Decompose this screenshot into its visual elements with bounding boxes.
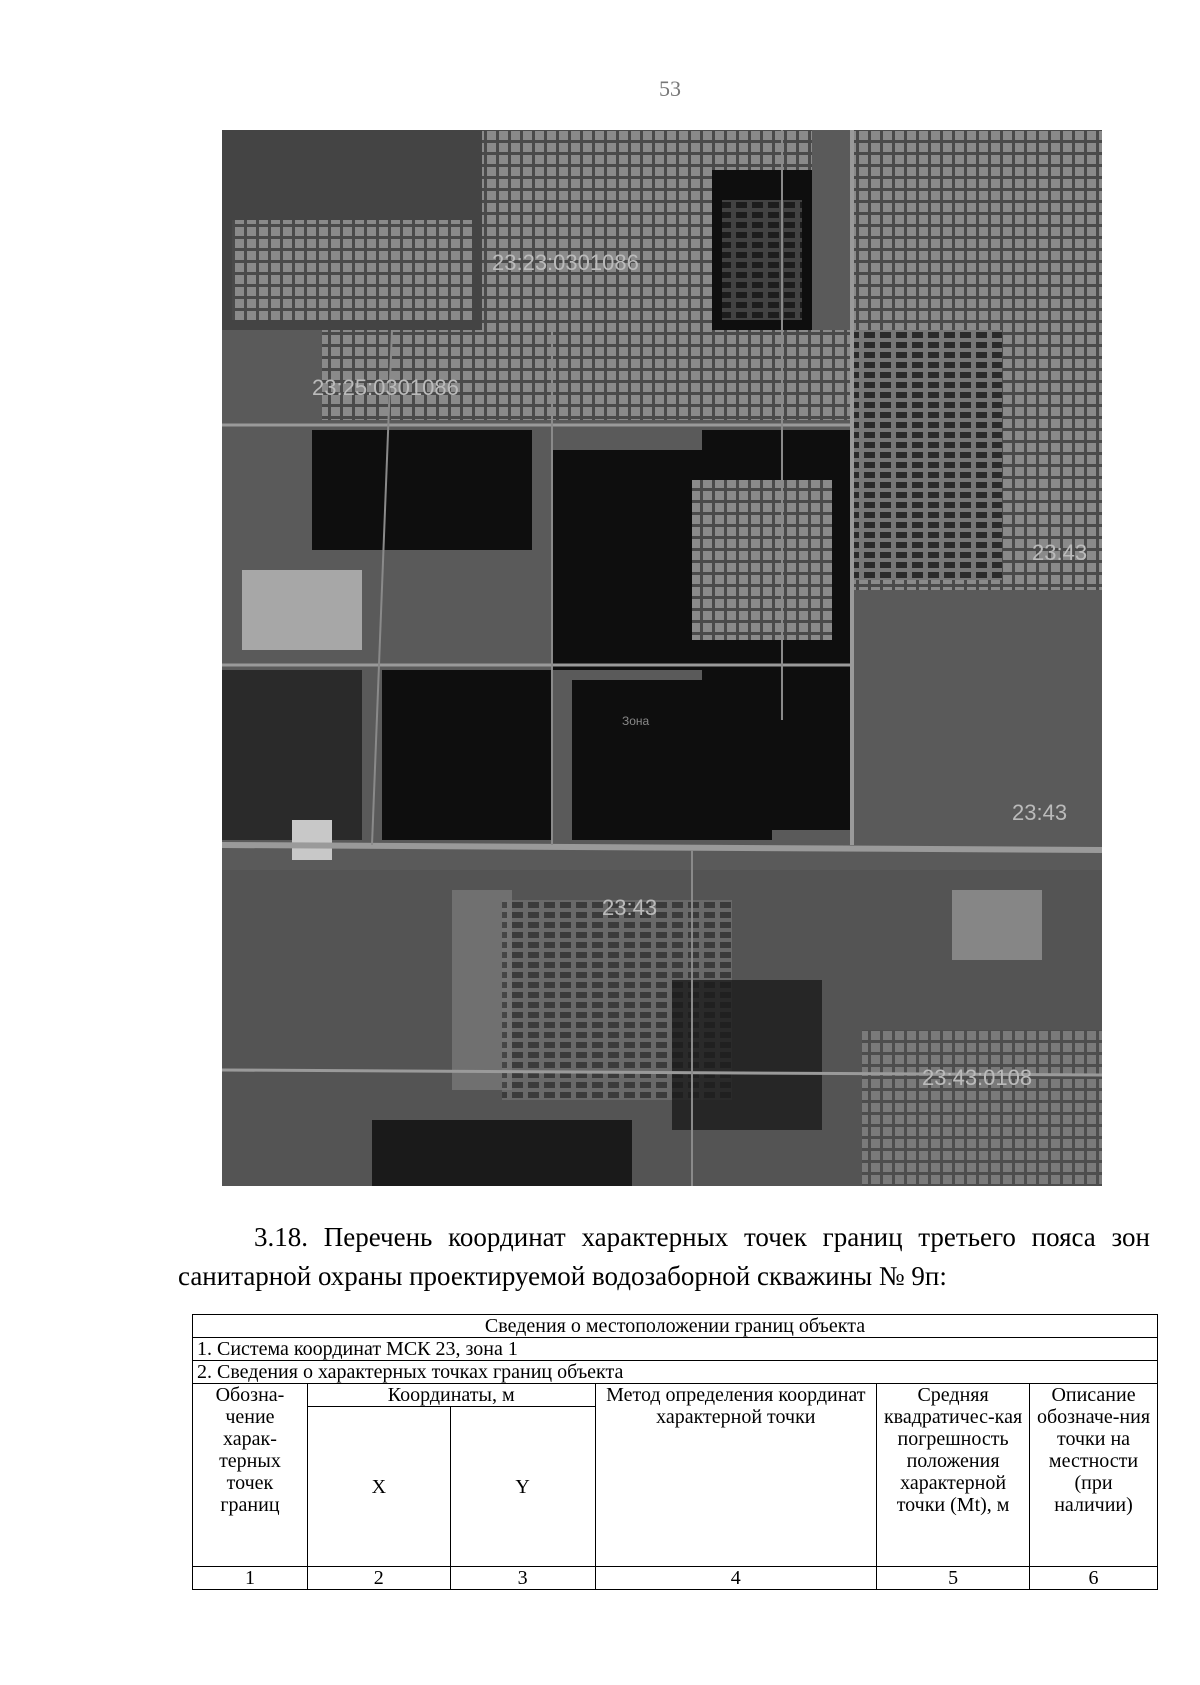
page-number: 53 <box>659 76 681 101</box>
aerial-map-image <box>222 130 1102 1186</box>
section-heading-text: 3.18. Перечень координат характерных точек границ третьего пояса зон санитарной охраны проектируемой водозаборной скважины № 9п: <box>178 1222 1150 1291</box>
table-number-row <box>193 1567 1158 1590</box>
points-info: 2. Сведения о характерных точках границ объекта <box>193 1361 1158 1384</box>
header-error: Средняя квадратичес-кая погрешность положения характерной точки (Mt), м <box>877 1384 1030 1567</box>
table-title-row <box>193 1315 1158 1338</box>
table-title: Сведения о местоположении границ объекта <box>193 1315 1158 1338</box>
table-row <box>193 1338 1158 1361</box>
column-number: 4 <box>595 1567 877 1590</box>
header-x: X <box>307 1407 450 1567</box>
header-coordinates: Координаты, м <box>307 1384 595 1407</box>
map-label: 23:43 <box>602 895 658 920</box>
column-number: 6 <box>1030 1567 1158 1590</box>
map-label: 23:43 <box>1012 800 1068 825</box>
map-label: 23:25:0301086 <box>312 375 459 400</box>
column-number: 3 <box>450 1567 595 1590</box>
table-header-row <box>193 1384 1158 1407</box>
table-row <box>193 1361 1158 1384</box>
column-number: 2 <box>307 1567 450 1590</box>
map-drawing <box>222 130 1102 1186</box>
map-label: 23:43 <box>1032 540 1088 565</box>
column-number: 5 <box>877 1567 1030 1590</box>
header-designation: Обозна-чение харак-терных точек границ <box>193 1384 308 1567</box>
map-label: 23:23:0301086 <box>492 250 639 275</box>
boundary-table <box>192 1314 1158 1590</box>
column-number: 1 <box>193 1567 308 1590</box>
header-y: Y <box>450 1407 595 1567</box>
coordinate-system: 1. Система координат МСК 23, зона 1 <box>193 1338 1158 1361</box>
header-description: Описание обозначе-ния точки на местности (при наличии) <box>1030 1384 1158 1567</box>
map-label: 23:43:0108 <box>922 1065 1033 1090</box>
map-label: Зона <box>622 714 650 728</box>
section-heading <box>178 1218 1150 1296</box>
header-method: Метод определения координат характерной точки <box>595 1384 877 1567</box>
